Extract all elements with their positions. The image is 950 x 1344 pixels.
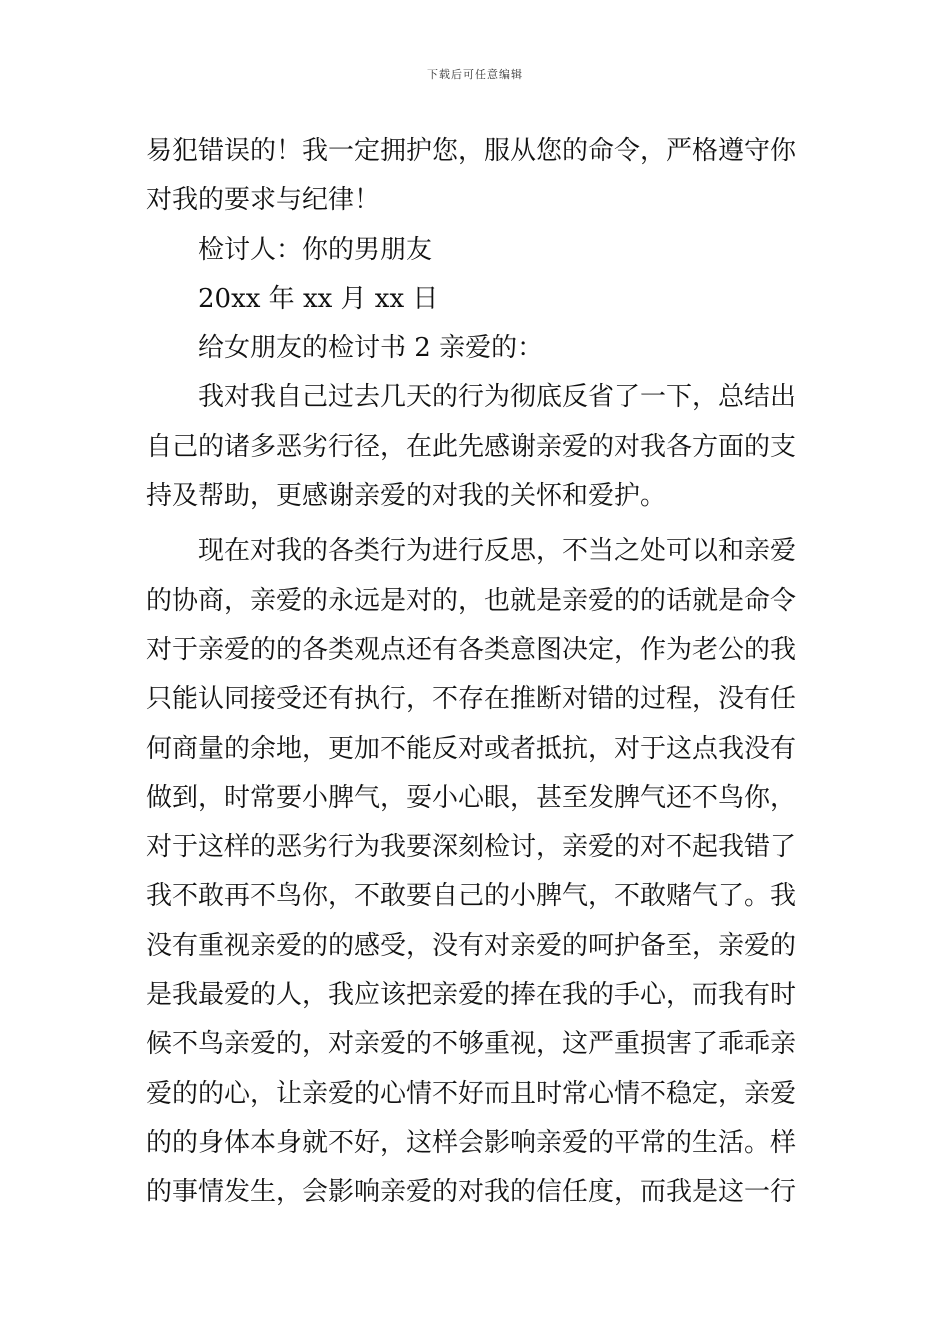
text-line: 我对我自己过去几天的行为彻底反省了一下，总结出 [198, 382, 797, 413]
text-line: 持及帮助，更感谢亲爱的对我的关怀和爱护。 [146, 481, 667, 512]
text-line: 对我的要求与纪律！ [146, 185, 381, 216]
text-line: 的的身体本身就不好，这样会影响亲爱的平常的生活。样 [146, 1127, 797, 1158]
text-line: 对于这样的恶劣行为我要深刻检讨，亲爱的对不起我错了 [146, 832, 797, 863]
text-line: 何商量的余地，更加不能反对或者抵抗，对于这点我没有 [146, 733, 797, 764]
text-line: 做到，时常要小脾气，耍小心眼，甚至发脾气还不鸟你， [146, 782, 797, 813]
text-line: 检讨人：你的男朋友 [198, 234, 433, 265]
text-line: 易犯错误的！我一定拥护您，服从您的命令，严格遵守你 [146, 136, 797, 166]
text-line: 候不鸟亲爱的，对亲爱的不够重视，这严重损害了乖乖亲 [146, 1029, 797, 1060]
document-body [146, 127, 810, 1218]
text-line: 自己的诸多恶劣行径，在此先感谢亲爱的对我各方面的支 [146, 431, 797, 462]
text-line: 对于亲爱的的各类观点还有各类意图决定，作为老公的我 [146, 634, 797, 665]
text-line: 给女朋友的检讨书 2 亲爱的： [198, 333, 544, 364]
text-line: 是我最爱的人，我应该把亲爱的捧在我的手心，而我有时 [146, 980, 797, 1011]
text-line: 只能认同接受还有执行，不存在推断对错的过程，没有任 [146, 684, 797, 715]
text-line: 现在对我的各类行为进行反思，不当之处可以和亲爱 [198, 536, 797, 567]
page-header: 下载后可任意编辑 [427, 68, 523, 81]
text-line: 爱的的心，让亲爱的心情不好而且时常心情不稳定，亲爱 [146, 1078, 797, 1109]
text-line: 没有重视亲爱的的感受，没有对亲爱的呵护备至，亲爱的 [146, 930, 797, 961]
text-line: 20xx 年 xx 月 xx 日 [198, 283, 439, 314]
text-line: 的协商，亲爱的永远是对的，也就是亲爱的的话就是命令 [146, 585, 797, 616]
text-line: 的事情发生，会影响亲爱的对我的信任度，而我是这一行 [146, 1177, 797, 1208]
text-line: 我不敢再不鸟你，不敢要自己的小脾气，不敢赌气了。我 [146, 881, 797, 912]
